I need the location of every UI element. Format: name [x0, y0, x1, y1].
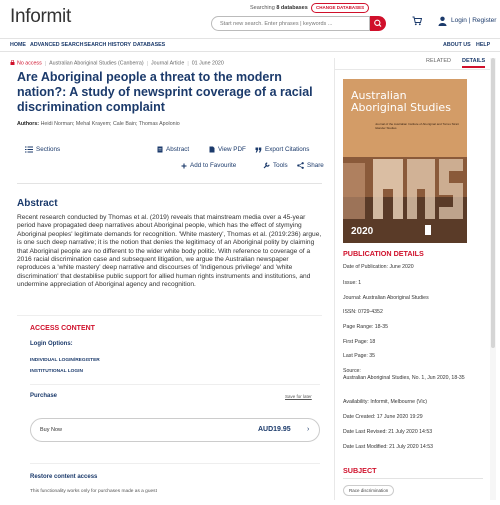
- detail-label: ISSN:: [343, 309, 357, 315]
- article-type: Journal Article: [151, 60, 185, 67]
- detail-value[interactable]: Australian Aboriginal Studies: [362, 295, 429, 301]
- restore-access-note: This functionality works only for purchases made as a guest: [30, 489, 157, 494]
- cover-title: [351, 90, 451, 114]
- publication-details-heading: PUBLICATION DETAILS: [343, 249, 424, 258]
- detail-label: Date Last Modified:: [343, 444, 388, 450]
- detail-label: Issue:: [343, 280, 357, 286]
- share-icon: [297, 162, 304, 169]
- detail-issue: [343, 280, 483, 287]
- detail-value: Informit, Melbourne (Vic): [370, 399, 428, 405]
- journal-name[interactable]: Australian Aboriginal Studies (Canberra): [49, 60, 144, 67]
- chevron-right-icon: ›: [307, 426, 310, 433]
- detail-label: Date of Publication:: [343, 264, 388, 270]
- cover-title-line1: Australian: [351, 89, 407, 102]
- institutional-login-link[interactable]: INSTITUTIONAL LOGIN: [30, 369, 83, 374]
- informit-logo[interactable]: [10, 6, 71, 28]
- add-favourite-button[interactable]: [181, 162, 236, 169]
- detail-value: 21 July 2020 14:53: [389, 444, 433, 450]
- publication-date: 01 June 2020: [191, 60, 224, 67]
- detail-label: Source:: [343, 368, 361, 374]
- detail-label: First Page:: [343, 339, 369, 345]
- quote-icon: [255, 147, 262, 153]
- tools-button[interactable]: [263, 162, 288, 169]
- detail-journal: [343, 295, 483, 302]
- nav-search-history[interactable]: SEARCH HISTORY: [84, 42, 132, 48]
- lock-icon: [10, 60, 15, 65]
- scrollbar-thumb[interactable]: [491, 58, 495, 348]
- price: AUD19.95: [258, 426, 291, 433]
- journal-cover-image: [343, 79, 467, 243]
- detail-value: 18: [369, 339, 376, 345]
- change-databases-button[interactable]: CHANGE DATABASES: [311, 3, 369, 13]
- abstract-label: Abstract: [166, 146, 190, 153]
- detail-value: 18-35: [374, 324, 389, 330]
- buy-now-label: Buy Now: [40, 427, 63, 433]
- databases-count: 8 databases: [276, 5, 308, 11]
- share-label: Share: [307, 162, 324, 169]
- logo-text: Informit: [10, 6, 71, 27]
- view-pdf-button[interactable]: [209, 146, 246, 153]
- detail-value: 21 July 2020 14:53: [388, 429, 433, 435]
- detail-availability: [343, 399, 483, 406]
- detail-date-created: [343, 414, 483, 421]
- detail-value: June 2020: [389, 264, 414, 270]
- top-header: [0, 0, 500, 36]
- view-pdf-label: View PDF: [218, 146, 246, 153]
- login-options-heading: Login Options:: [30, 341, 73, 347]
- divider: [30, 384, 320, 385]
- detail-date-last-modified: [343, 444, 483, 451]
- detail-value: 35: [369, 353, 376, 359]
- divider: [343, 478, 483, 479]
- searching-info: [250, 5, 308, 11]
- sections-label: Sections: [36, 146, 61, 153]
- article-meta: No access | Australian Aboriginal Studies (Canberra) | Journal Article | 01 June 2020: [10, 60, 224, 67]
- article-title: Are Aboriginal people a threat to the modern nation?: A study of newsprint coverage of a racial discrimination complaint: [17, 70, 313, 114]
- detail-label: Date Created:: [343, 414, 376, 420]
- login-register-link[interactable]: Login | Register: [451, 17, 497, 24]
- sections-button[interactable]: [25, 146, 60, 153]
- abstract-text: Recent research conducted by Thomas et al. (2019) reveals that mainstream media over a 45-year period have propagated deep narratives about Aboriginal people, which has the effect of stymying Aboriginal peoples' legitimate demands for recognition. 'White mastery', Thomas et al. (2019:236) argue, is one such deep narrative; it is the notion that denies the legitimacy of an Aboriginal polity by claiming that Aboriginal people are no different to the wider white body politic. With reference to coverage of a 2016 racial discrimination case and subsequent litigation, we argue the Australian newspaper reproduces a 'white mastery' deep narrative and discourses of 'Indigenous privilege' and 'white discrimination' that destabilise public support for allied human rights instruments and institutions, and undermine appreciation of Aboriginal agency and recognition.: [17, 214, 322, 289]
- pdf-icon: [209, 146, 215, 153]
- tools-label: Tools: [273, 162, 288, 169]
- purchase-heading: Purchase: [30, 393, 58, 399]
- add-favourite-label: Add to Favourite: [190, 162, 237, 169]
- details-sidebar: [334, 58, 490, 500]
- user-icon: [438, 16, 447, 26]
- detail-page-range: [343, 324, 483, 331]
- nav-about-us[interactable]: ABOUT US: [443, 42, 471, 48]
- action-row-1: [17, 146, 322, 160]
- detail-value: 1: [358, 280, 362, 286]
- tab-underline: [335, 69, 491, 70]
- tab-related[interactable]: RELATED: [426, 58, 451, 64]
- individual-login-link[interactable]: INDIVIDUAL LOGIN/REGISTER: [30, 358, 100, 363]
- authors-list[interactable]: Heidi Norman; Mehal Krayem; Cale Bain; Thomas Apolonio: [40, 121, 180, 127]
- share-button[interactable]: [297, 162, 324, 169]
- detail-label: Date Last Revised:: [343, 429, 387, 435]
- action-row-2: [17, 162, 322, 176]
- nav-help[interactable]: HELP: [476, 42, 491, 48]
- authors-label: Authors:: [17, 121, 40, 127]
- list-icon: [25, 146, 33, 153]
- abstract-heading: Abstract: [17, 198, 58, 209]
- tab-details[interactable]: DETAILS: [462, 58, 485, 68]
- divider: [30, 463, 320, 464]
- buy-now-button[interactable]: [30, 418, 320, 442]
- detail-first-page: [343, 339, 483, 346]
- access-content-heading: ACCESS CONTENT: [30, 325, 95, 332]
- access-content-panel: [17, 315, 322, 505]
- detail-date-last-revised: [343, 429, 483, 436]
- export-citations-label: Export Citations: [265, 146, 310, 153]
- cover-title-line2: Aboriginal Studies: [351, 101, 451, 114]
- cover-year: 2020: [351, 226, 374, 237]
- searching-label: Searching: [250, 5, 275, 11]
- plus-icon: [181, 163, 187, 169]
- detail-last-page: [343, 353, 483, 360]
- detail-value: 0729-4352: [358, 309, 383, 315]
- document-icon: [157, 146, 163, 153]
- detail-label: Last Page:: [343, 353, 368, 359]
- detail-label: Page Range:: [343, 324, 374, 330]
- access-status: No access: [17, 60, 42, 67]
- nav-databases[interactable]: DATABASES: [133, 42, 166, 48]
- detail-label: Journal:: [343, 295, 362, 301]
- subject-tag[interactable]: Race discrimination: [343, 485, 394, 496]
- abstract-button[interactable]: [157, 146, 189, 153]
- detail-label: Availability:: [343, 399, 369, 405]
- detail-value: 17 June 2020 19:29: [376, 414, 423, 420]
- wrench-icon: [263, 162, 270, 169]
- divider: [17, 183, 322, 184]
- detail-value: Australian Aboriginal Studies, No. 1, Jun 2020, 18-35: [343, 374, 465, 381]
- restore-access-heading: Restore content access: [30, 474, 98, 480]
- main-nav: [0, 38, 500, 52]
- search-input[interactable]: Start new search. Enter phrases | keywords ...: [211, 16, 370, 31]
- cart-icon[interactable]: [412, 16, 422, 26]
- search-button[interactable]: [370, 16, 386, 31]
- nav-home[interactable]: HOME: [10, 42, 26, 48]
- cover-subtitle: Journal of the Australian Institute of Aboriginal and Torres Strait Islander Studies: [375, 122, 459, 130]
- nav-advanced-search[interactable]: ADVANCED SEARCH: [30, 42, 84, 48]
- detail-source: [343, 368, 483, 381]
- export-citations-button[interactable]: [255, 146, 309, 153]
- subject-heading: SUBJECT: [343, 466, 377, 475]
- detail-issn: [343, 309, 483, 316]
- search-icon: [370, 16, 386, 31]
- save-for-later-link[interactable]: Save for later: [285, 394, 312, 399]
- detail-date-of-publication: [343, 264, 483, 271]
- authors: [17, 121, 180, 127]
